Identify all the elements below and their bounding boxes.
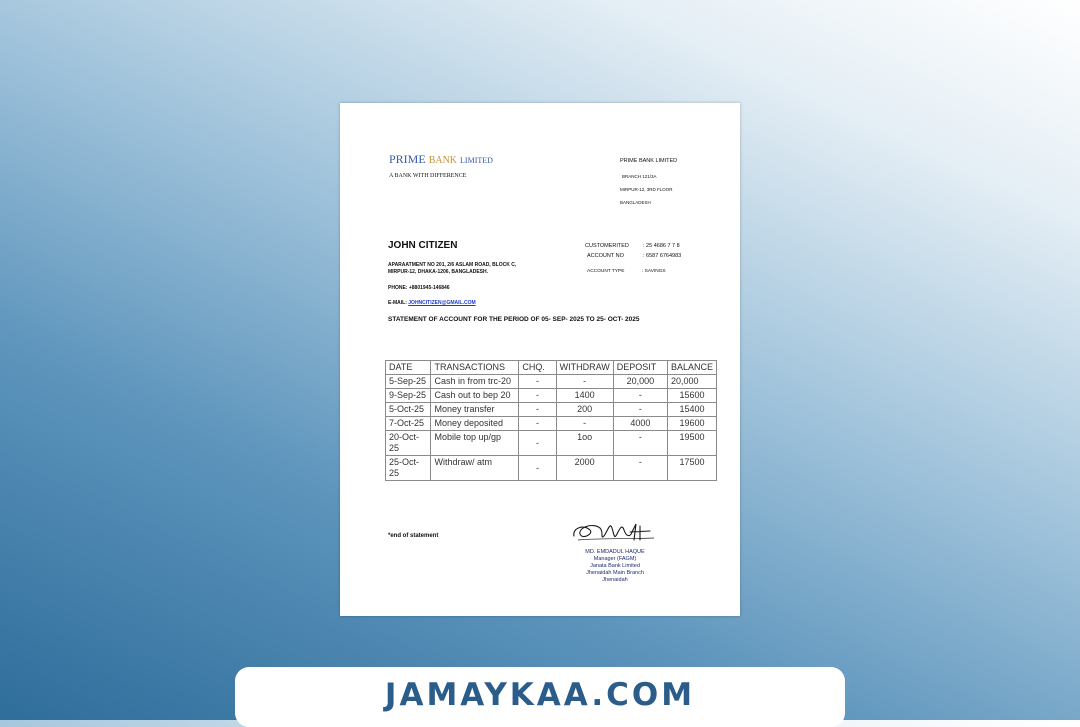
customer-phone: PHONE: +8801945-146846 — [388, 285, 450, 291]
bank-branch: BRANCH 121/3A — [622, 174, 657, 179]
customer-id-value: : 25 4686 7 7 8 — [643, 243, 680, 249]
signatory-name: MD. EMDADUL HAQUE — [585, 549, 645, 555]
customer-email-row — [388, 300, 476, 306]
cell-withdraw: 2000 — [556, 456, 613, 481]
table-row — [386, 389, 717, 403]
cell-deposit: 20,000 — [613, 375, 667, 389]
customer-name: JOHN CITIZEN — [388, 240, 458, 251]
cell-transaction: Cash in from trc-20 — [431, 375, 519, 389]
col-withdraw-header: WITHDRAW — [556, 361, 613, 375]
table-row — [386, 456, 717, 481]
bank-name-right: PRIME BANK LIMITED — [620, 158, 678, 164]
col-deposit-header: DEPOSIT — [613, 361, 667, 375]
cell-chq: - — [519, 389, 556, 403]
cell-date: 25-Oct-25 — [386, 456, 431, 481]
signature-image — [570, 514, 660, 550]
cell-deposit: - — [613, 456, 667, 481]
bank-statement-document — [340, 103, 740, 616]
email-label: E-MAIL: — [388, 300, 407, 306]
logo-prime: PRIME — [389, 152, 426, 166]
bank-area: MIRPUR-12, 3RD FLOOR — [620, 187, 673, 192]
cell-date: 5-Sep-25 — [386, 375, 431, 389]
account-no-value: : 6587 6764983 — [643, 253, 682, 259]
signatory-title: Manager (FAGM) — [593, 556, 637, 562]
cell-date: 9-Sep-25 — [386, 389, 431, 403]
cell-chq: - — [519, 456, 556, 481]
table-row — [386, 431, 717, 456]
customer-address-line2: MIRPUR-12, DHAKA-1206, BANGLADESH. — [388, 269, 489, 275]
transactions-table — [385, 360, 717, 481]
table-header-row — [386, 361, 717, 375]
cell-transaction: Money deposited — [431, 417, 519, 431]
bank-country: BANGLADESH — [620, 200, 651, 205]
signatory-bank: Janata Bank Limited — [590, 563, 640, 569]
customer-address-line1: APARAATMENT NO 201, 2/6 ASLAM ROAD, BLOCK C, — [388, 262, 517, 268]
end-of-statement: *end of statement — [388, 533, 439, 539]
bank-tagline: A BANK WITH DIFFERENCE — [389, 173, 467, 179]
cell-date: 5-Oct-25 — [386, 403, 431, 417]
cell-balance: 15400 — [667, 403, 716, 417]
cell-deposit: 4000 — [613, 417, 667, 431]
cell-withdraw: - — [556, 375, 613, 389]
cell-deposit: - — [613, 431, 667, 456]
account-type-label: ACCOUNT TYPE — [587, 269, 625, 274]
cell-chq: - — [519, 375, 556, 389]
account-type-value: : SAVINGS — [642, 269, 666, 274]
cell-balance: 19600 — [667, 417, 716, 431]
cell-withdraw: 1oo — [556, 431, 613, 456]
cell-transaction: Cash out to bep 20 — [431, 389, 519, 403]
cell-withdraw: - — [556, 417, 613, 431]
banner-text: JAMAYKAA.COM — [384, 677, 696, 713]
cell-chq: - — [519, 431, 556, 456]
col-transactions-header: TRANSACTIONS — [431, 361, 519, 375]
cell-transaction: Money transfer — [431, 403, 519, 417]
table-row — [386, 417, 717, 431]
cell-withdraw: 1400 — [556, 389, 613, 403]
cell-balance: 15600 — [667, 389, 716, 403]
cell-balance: 17500 — [667, 456, 716, 481]
cell-date: 7-Oct-25 — [386, 417, 431, 431]
account-no-label: ACCOUNT NO — [587, 253, 624, 259]
col-balance-header: BALANCE — [667, 361, 716, 375]
email-link[interactable]: JOHNCITIZEN@GMAIL.COM — [408, 300, 476, 306]
cell-balance: 20,000 — [667, 375, 716, 389]
customer-id-label: CUSTOMERITED — [585, 243, 629, 249]
logo-bank: BANK — [428, 155, 458, 166]
cell-chq: - — [519, 403, 556, 417]
table-row — [386, 375, 717, 389]
cell-transaction: Withdraw/ atm — [431, 456, 519, 481]
cell-deposit: - — [613, 389, 667, 403]
cell-withdraw: 200 — [556, 403, 613, 417]
statement-title: STATEMENT OF ACCOUNT FOR THE PERIOD OF 05- SEP- 2025 TO 25- OCT- 2025 — [388, 316, 640, 323]
col-chq-header: CHQ. — [519, 361, 556, 375]
bank-logo — [389, 152, 493, 167]
site-banner — [235, 667, 845, 727]
cell-chq: - — [519, 417, 556, 431]
cell-transaction: Mobile top up/gp — [431, 431, 519, 456]
signatory-block — [570, 549, 660, 584]
cell-balance: 19500 — [667, 431, 716, 456]
logo-limited: LIMITED — [460, 156, 493, 165]
cell-deposit: - — [613, 403, 667, 417]
signatory-city: Jhenaidah — [602, 577, 628, 583]
signatory-branch: Jhenaidah Main Branch — [586, 570, 644, 576]
col-date-header: DATE — [386, 361, 431, 375]
cell-date: 20-Oct-25 — [386, 431, 431, 456]
table-row — [386, 403, 717, 417]
